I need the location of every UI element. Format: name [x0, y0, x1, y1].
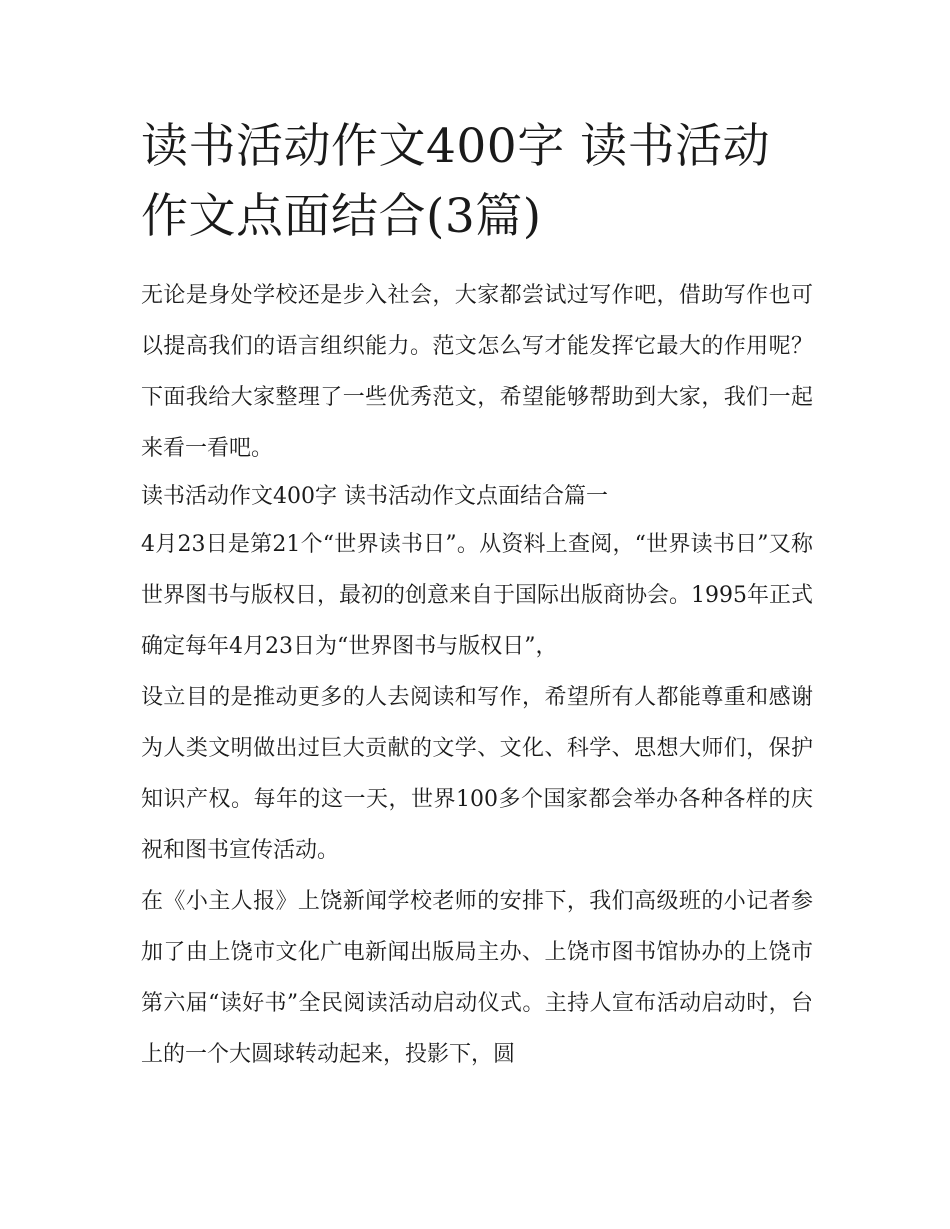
body-paragraph: 在《小主人报》上饶新闻学校老师的安排下，我们高级班的小记者参加了由上饶市文化广电新闻出版局主办、上饶市图书馆协办的上饶市第六届“读好书”全民阅读活动启动仪式。主持人宣布活动启动时，台上的一个大圆球转动起来，投影下，圆 — [141, 889, 813, 1067]
document-title: 读书活动作文400字 读书活动作文点面结合(3篇) — [141, 119, 771, 244]
document-page — [141, 112, 813, 1080]
body-paragraph: 4月23日是第21个“世界读书日”。从资料上查阅，“世界读书日”又称世界图书与版权日，最初的创意来自于国际出版商协会。1995年正式确定每年4月23日为“世界图书与版权日”， — [141, 532, 813, 659]
intro-paragraph: 无论是身处学校还是步入社会，大家都尝试过写作吧，借助写作也可以提高我们的语言组织能力。范文怎么写才能发挥它最大的作用呢？下面我给大家整理了一些优秀范文，希望能够帮助到大家，我们一起来看一看吧。 — [141, 283, 813, 461]
section-heading: 读书活动作文400字 读书活动作文点面结合篇一 — [141, 484, 608, 509]
body-paragraph: 设立目的是推动更多的人去阅读和写作，希望所有人都能尊重和感谢为人类文明做出过巨大贡献的文学、文化、科学、思想大师们，保护知识产权。每年的这一天，世界100多个国家都会举办各种各样的庆祝和图书宣传活动。 — [141, 685, 813, 863]
